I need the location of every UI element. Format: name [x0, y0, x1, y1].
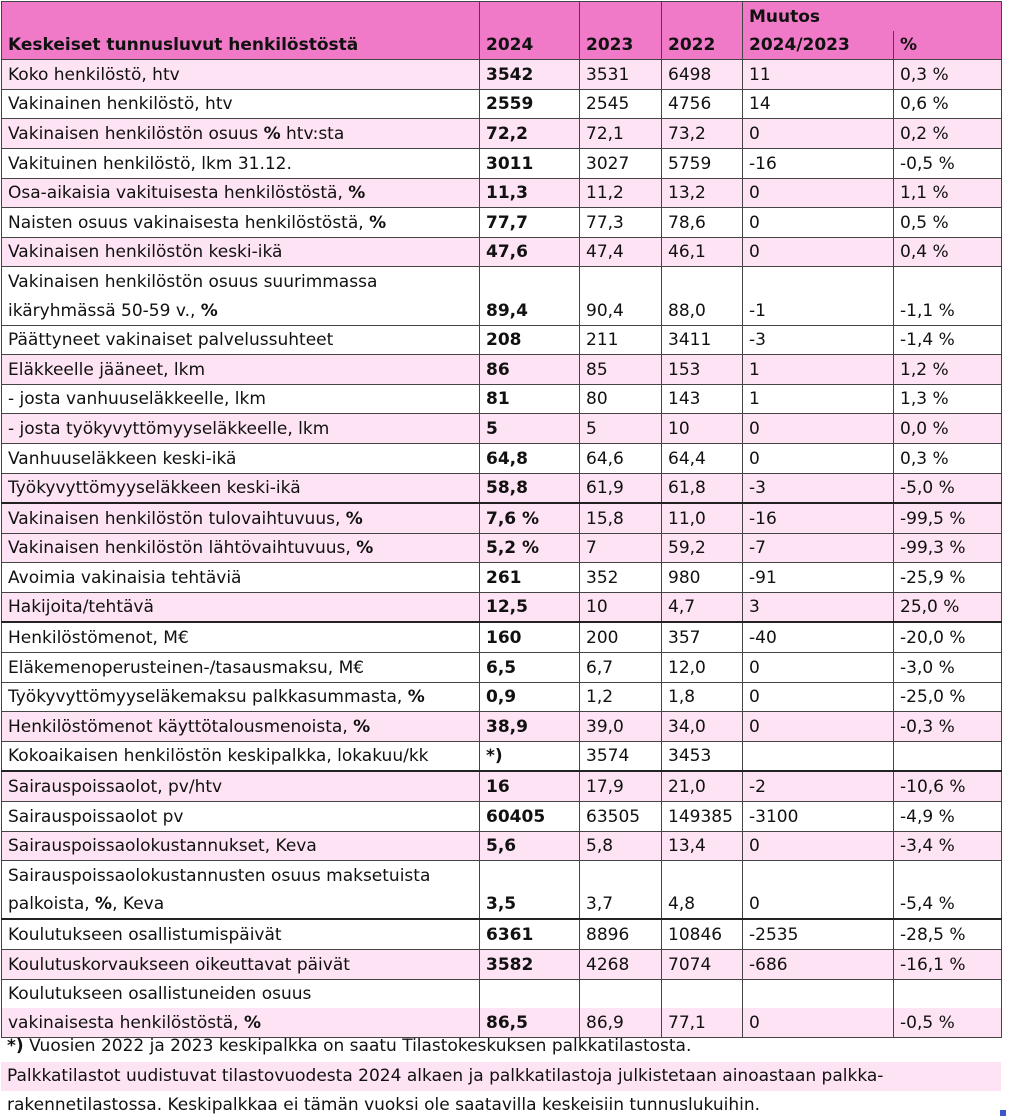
table-row — [2, 890, 1002, 920]
value-2022: 46,1 — [662, 237, 743, 267]
value-pct: -5,0 % — [894, 473, 1002, 503]
value-2024: 81 — [480, 384, 580, 414]
value-change: -1 — [743, 296, 894, 325]
value-pct: 25,0 % — [894, 592, 1002, 622]
value-2023: 47,4 — [580, 237, 662, 267]
value-pct: -3,4 % — [894, 831, 1002, 861]
value-change: 0 — [743, 831, 894, 861]
value-2023: 63505 — [580, 802, 662, 832]
value-pct: 0,3 % — [894, 60, 1002, 90]
row-label: vakinaisesta henkilöstöstä, % — [2, 1008, 480, 1037]
value-change: 1 — [743, 355, 894, 385]
value-2022: 357 — [662, 622, 743, 652]
value-2023: 352 — [580, 563, 662, 593]
value-2022: 64,4 — [662, 443, 743, 473]
value-pct: -3,0 % — [894, 653, 1002, 683]
table-row — [2, 443, 1002, 473]
value-change: 0 — [743, 237, 894, 267]
value-2023: 8896 — [580, 919, 662, 949]
row-label: Hakijoita/tehtävä — [2, 592, 480, 622]
row-label: Vakinaisen henkilöstön lähtövaihtuvuus, % — [2, 533, 480, 563]
value-pct: -20,0 % — [894, 622, 1002, 652]
value-2022: 13,4 — [662, 831, 743, 861]
footnote-line: Palkkatilastot uudistuvat tilastovuodesta 2024 alkaen ja palkkatilastoja julkistetaan ainoastaan palkka- — [1, 1062, 1001, 1091]
value-2024: 12,5 — [480, 592, 580, 622]
row-label: Koulutuskorvaukseen oikeuttavat päivät — [2, 950, 480, 980]
value-2024: 77,7 — [480, 208, 580, 238]
value-pct — [894, 267, 1002, 296]
table-row — [2, 622, 1002, 652]
table-row — [2, 979, 1002, 1008]
row-label: ikäryhmässä 50-59 v., % — [2, 296, 480, 325]
value-change: -7 — [743, 533, 894, 563]
value-2024: 89,4 — [480, 296, 580, 325]
value-2023: 90,4 — [580, 296, 662, 325]
value-2023: 211 — [580, 325, 662, 355]
row-label: Eläkkeelle jääneet, lkm — [2, 355, 480, 385]
value-2023: 7 — [580, 533, 662, 563]
row-label: Koko henkilöstö, htv — [2, 60, 480, 90]
header-change: 2024/2023 — [743, 31, 894, 60]
value-change: -16 — [743, 148, 894, 178]
table-row — [2, 919, 1002, 949]
key-figures-table — [1, 1, 1002, 1038]
value-2024: 5 — [480, 414, 580, 444]
row-label: Vanhuuseläkkeen keski-ikä — [2, 443, 480, 473]
footnote-line: rakennetilastossa. Keskipalkkaa ei tämän vuoksi ole saatavilla keskeisiin tunnuslukuihin. — [7, 1095, 761, 1115]
header-2023: 2023 — [580, 31, 662, 60]
value-2024 — [480, 861, 580, 890]
row-label: Koulutukseen osallistumispäivät — [2, 919, 480, 949]
value-2022: 4,8 — [662, 890, 743, 920]
value-2024: 47,6 — [480, 237, 580, 267]
value-2023: 64,6 — [580, 443, 662, 473]
value-2022: 1,8 — [662, 682, 743, 712]
value-pct: -10,6 % — [894, 771, 1002, 801]
value-pct: -16,1 % — [894, 950, 1002, 980]
value-change: -686 — [743, 950, 894, 980]
value-2024: 261 — [480, 563, 580, 593]
value-pct: 0,4 % — [894, 237, 1002, 267]
value-2023: 15,8 — [580, 503, 662, 533]
value-2023: 85 — [580, 355, 662, 385]
value-2022: 12,0 — [662, 653, 743, 683]
value-pct: -0,3 % — [894, 712, 1002, 742]
value-2022: 4756 — [662, 89, 743, 119]
value-2023: 10 — [580, 592, 662, 622]
value-2023: 4268 — [580, 950, 662, 980]
value-pct: 0,2 % — [894, 119, 1002, 149]
value-2023: 3,7 — [580, 890, 662, 920]
value-2023: 11,2 — [580, 178, 662, 208]
row-label: Avoimia vakinaisia tehtäviä — [2, 563, 480, 593]
header-pct: % — [894, 31, 1002, 60]
value-2024: 160 — [480, 622, 580, 652]
value-change: -40 — [743, 622, 894, 652]
value-pct — [894, 741, 1002, 771]
value-2022: 13,2 — [662, 178, 743, 208]
table-row — [2, 802, 1002, 832]
row-label: Koulutukseen osallistuneiden osuus — [2, 979, 480, 1008]
table-row — [2, 178, 1002, 208]
value-2022: 73,2 — [662, 119, 743, 149]
value-2022: 5759 — [662, 148, 743, 178]
row-label: Sairauspoissaolot pv — [2, 802, 480, 832]
value-change: 0 — [743, 1008, 894, 1037]
value-2022: 11,0 — [662, 503, 743, 533]
value-change: 0 — [743, 208, 894, 238]
value-2023: 77,3 — [580, 208, 662, 238]
table-row — [2, 355, 1002, 385]
value-2022: 61,8 — [662, 473, 743, 503]
value-2023: 72,1 — [580, 119, 662, 149]
value-2024: 3,5 — [480, 890, 580, 920]
value-pct: -4,9 % — [894, 802, 1002, 832]
value-pct: -1,4 % — [894, 325, 1002, 355]
value-2022: 980 — [662, 563, 743, 593]
value-pct: 0,6 % — [894, 89, 1002, 119]
value-2024: 64,8 — [480, 443, 580, 473]
row-label: Sairauspoissaolokustannukset, Keva — [2, 831, 480, 861]
value-2024 — [480, 267, 580, 296]
value-2022: 88,0 — [662, 296, 743, 325]
value-pct: 0,5 % — [894, 208, 1002, 238]
header-2022: 2022 — [662, 31, 743, 60]
value-pct: 1,3 % — [894, 384, 1002, 414]
value-2024: 58,8 — [480, 473, 580, 503]
value-pct: 1,1 % — [894, 178, 1002, 208]
table-row — [2, 861, 1002, 890]
value-2023: 61,9 — [580, 473, 662, 503]
value-change: 0 — [743, 443, 894, 473]
table-row — [2, 414, 1002, 444]
value-2023: 5,8 — [580, 831, 662, 861]
value-2024: 5,6 — [480, 831, 580, 861]
header-2024: 2024 — [480, 31, 580, 60]
table-row — [2, 503, 1002, 533]
table-row — [2, 148, 1002, 178]
value-change: -3 — [743, 473, 894, 503]
value-2024: 0,9 — [480, 682, 580, 712]
table-row — [2, 592, 1002, 622]
header-row — [2, 31, 1002, 60]
resize-handle-icon[interactable] — [1000, 1110, 1006, 1116]
row-label: Sairauspoissaolot, pv/htv — [2, 771, 480, 801]
value-2022: 3411 — [662, 325, 743, 355]
value-change — [743, 741, 894, 771]
value-2023: 86,9 — [580, 1008, 662, 1037]
row-label: Vakinaisen henkilöstön osuus suurimmassa — [2, 267, 480, 296]
row-label: Vakinaisen henkilöstön tulovaihtuvuus, % — [2, 503, 480, 533]
value-change: -16 — [743, 503, 894, 533]
row-label: Eläkemenoperusteinen-/tasausmaksu, M€ — [2, 653, 480, 683]
value-2023: 80 — [580, 384, 662, 414]
value-pct: -99,5 % — [894, 503, 1002, 533]
value-2023 — [580, 861, 662, 890]
value-pct: 0,0 % — [894, 414, 1002, 444]
value-change: 0 — [743, 712, 894, 742]
value-pct — [894, 979, 1002, 1008]
value-pct: -28,5 % — [894, 919, 1002, 949]
value-change: 11 — [743, 60, 894, 90]
value-pct: -0,5 % — [894, 1008, 1002, 1037]
value-2024: 60405 — [480, 802, 580, 832]
table-row — [2, 741, 1002, 771]
value-2022: 4,7 — [662, 592, 743, 622]
header-muutos: Muutos — [743, 2, 1002, 31]
row-label: - josta työkyvyttömyyseläkkeelle, lkm — [2, 414, 480, 444]
value-2024: 86 — [480, 355, 580, 385]
value-change: -3100 — [743, 802, 894, 832]
value-pct: -0,5 % — [894, 148, 1002, 178]
row-label: Osa-aikaisia vakituisesta henkilöstöstä, % — [2, 178, 480, 208]
header-row-top — [2, 2, 1002, 31]
value-2022: 153 — [662, 355, 743, 385]
value-2023: 5 — [580, 414, 662, 444]
value-change — [743, 979, 894, 1008]
value-2024: 2559 — [480, 89, 580, 119]
value-2022: 59,2 — [662, 533, 743, 563]
value-2024: 3582 — [480, 950, 580, 980]
table-row — [2, 712, 1002, 742]
value-pct: 1,2 % — [894, 355, 1002, 385]
value-2023: 6,7 — [580, 653, 662, 683]
row-label: Päättyneet vakinaiset palvelussuhteet — [2, 325, 480, 355]
value-2022: 34,0 — [662, 712, 743, 742]
value-2023: 17,9 — [580, 771, 662, 801]
value-change — [743, 267, 894, 296]
value-change: 14 — [743, 89, 894, 119]
table-row — [2, 267, 1002, 296]
table-row — [2, 653, 1002, 683]
table-row — [2, 325, 1002, 355]
value-2024 — [480, 979, 580, 1008]
value-2023: 2545 — [580, 89, 662, 119]
table-row — [2, 950, 1002, 980]
value-2022 — [662, 979, 743, 1008]
value-2022: 10846 — [662, 919, 743, 949]
row-label: - josta vanhuuseläkkeelle, lkm — [2, 384, 480, 414]
value-change: 1 — [743, 384, 894, 414]
value-2022: 143 — [662, 384, 743, 414]
row-label: Vakinaisen henkilöstön osuus % htv:sta — [2, 119, 480, 149]
value-2024: 38,9 — [480, 712, 580, 742]
value-2024: 72,2 — [480, 119, 580, 149]
table-row — [2, 473, 1002, 503]
value-2024: 3542 — [480, 60, 580, 90]
value-2023: 3027 — [580, 148, 662, 178]
value-change: 0 — [743, 414, 894, 444]
value-2024: 86,5 — [480, 1008, 580, 1037]
row-label: Kokoaikaisen henkilöstön keskipalkka, lokakuu/kk — [2, 741, 480, 771]
value-change: 0 — [743, 682, 894, 712]
value-2022: 149385 — [662, 802, 743, 832]
value-pct: -5,4 % — [894, 890, 1002, 920]
value-2023: 3531 — [580, 60, 662, 90]
table-row — [2, 533, 1002, 563]
table-row — [2, 208, 1002, 238]
table-row — [2, 831, 1002, 861]
value-2024: 208 — [480, 325, 580, 355]
value-2024: 6361 — [480, 919, 580, 949]
value-2023 — [580, 979, 662, 1008]
value-pct: -25,9 % — [894, 563, 1002, 593]
value-change: -2535 — [743, 919, 894, 949]
value-change — [743, 861, 894, 890]
row-label: palkoista, %, Keva — [2, 890, 480, 920]
row-label: Työkyvyttömyyseläkemaksu palkkasummasta, % — [2, 682, 480, 712]
value-2023: 3574 — [580, 741, 662, 771]
value-2024: 5,2 % — [480, 533, 580, 563]
value-2024: 6,5 — [480, 653, 580, 683]
table-row — [2, 563, 1002, 593]
row-label: Henkilöstömenot, M€ — [2, 622, 480, 652]
value-2022: 10 — [662, 414, 743, 444]
row-label: Henkilöstömenot käyttötalousmenoista, % — [2, 712, 480, 742]
value-2022 — [662, 861, 743, 890]
value-change: 0 — [743, 119, 894, 149]
value-change: 0 — [743, 890, 894, 920]
key-figures-table-container — [1, 1, 1001, 1038]
row-label: Vakinainen henkilöstö, htv — [2, 89, 480, 119]
row-label: Sairauspoissaolokustannusten osuus maksetuista — [2, 861, 480, 890]
table-row — [2, 384, 1002, 414]
value-2022: 6498 — [662, 60, 743, 90]
value-2023: 200 — [580, 622, 662, 652]
value-change: 0 — [743, 653, 894, 683]
value-change: -2 — [743, 771, 894, 801]
value-pct: -25,0 % — [894, 682, 1002, 712]
value-change: -3 — [743, 325, 894, 355]
value-pct — [894, 861, 1002, 890]
footnote-line: *) Vuosien 2022 ja 2023 keskipalkka on saatu Tilastokeskuksen palkkatilastosta. — [7, 1036, 692, 1056]
table-row — [2, 771, 1002, 801]
value-pct: -1,1 % — [894, 296, 1002, 325]
value-2022 — [662, 267, 743, 296]
value-2022: 3453 — [662, 741, 743, 771]
row-label: Vakituinen henkilöstö, lkm 31.12. — [2, 148, 480, 178]
value-2024: 11,3 — [480, 178, 580, 208]
value-pct: -99,3 % — [894, 533, 1002, 563]
value-2023 — [580, 267, 662, 296]
value-2024: 3011 — [480, 148, 580, 178]
table-row — [2, 60, 1002, 90]
value-2022: 7074 — [662, 950, 743, 980]
value-change: 0 — [743, 178, 894, 208]
row-label: Työkyvyttömyyseläkkeen keski-ikä — [2, 473, 480, 503]
value-pct: 0,3 % — [894, 443, 1002, 473]
table-row — [2, 119, 1002, 149]
row-label: Vakinaisen henkilöstön keski-ikä — [2, 237, 480, 267]
value-2024: 7,6 % — [480, 503, 580, 533]
table-title: Keskeiset tunnusluvut henkilöstöstä — [2, 31, 480, 60]
table-row — [2, 682, 1002, 712]
table-row — [2, 237, 1002, 267]
value-2023: 1,2 — [580, 682, 662, 712]
table-row — [2, 89, 1002, 119]
value-2022: 77,1 — [662, 1008, 743, 1037]
value-2022: 78,6 — [662, 208, 743, 238]
value-2024: 16 — [480, 771, 580, 801]
value-change: 3 — [743, 592, 894, 622]
value-2023: 39,0 — [580, 712, 662, 742]
table-row — [2, 296, 1002, 325]
value-change: -91 — [743, 563, 894, 593]
value-2024: *) — [480, 741, 580, 771]
value-2022: 21,0 — [662, 771, 743, 801]
row-label: Naisten osuus vakinaisesta henkilöstöstä, % — [2, 208, 480, 238]
